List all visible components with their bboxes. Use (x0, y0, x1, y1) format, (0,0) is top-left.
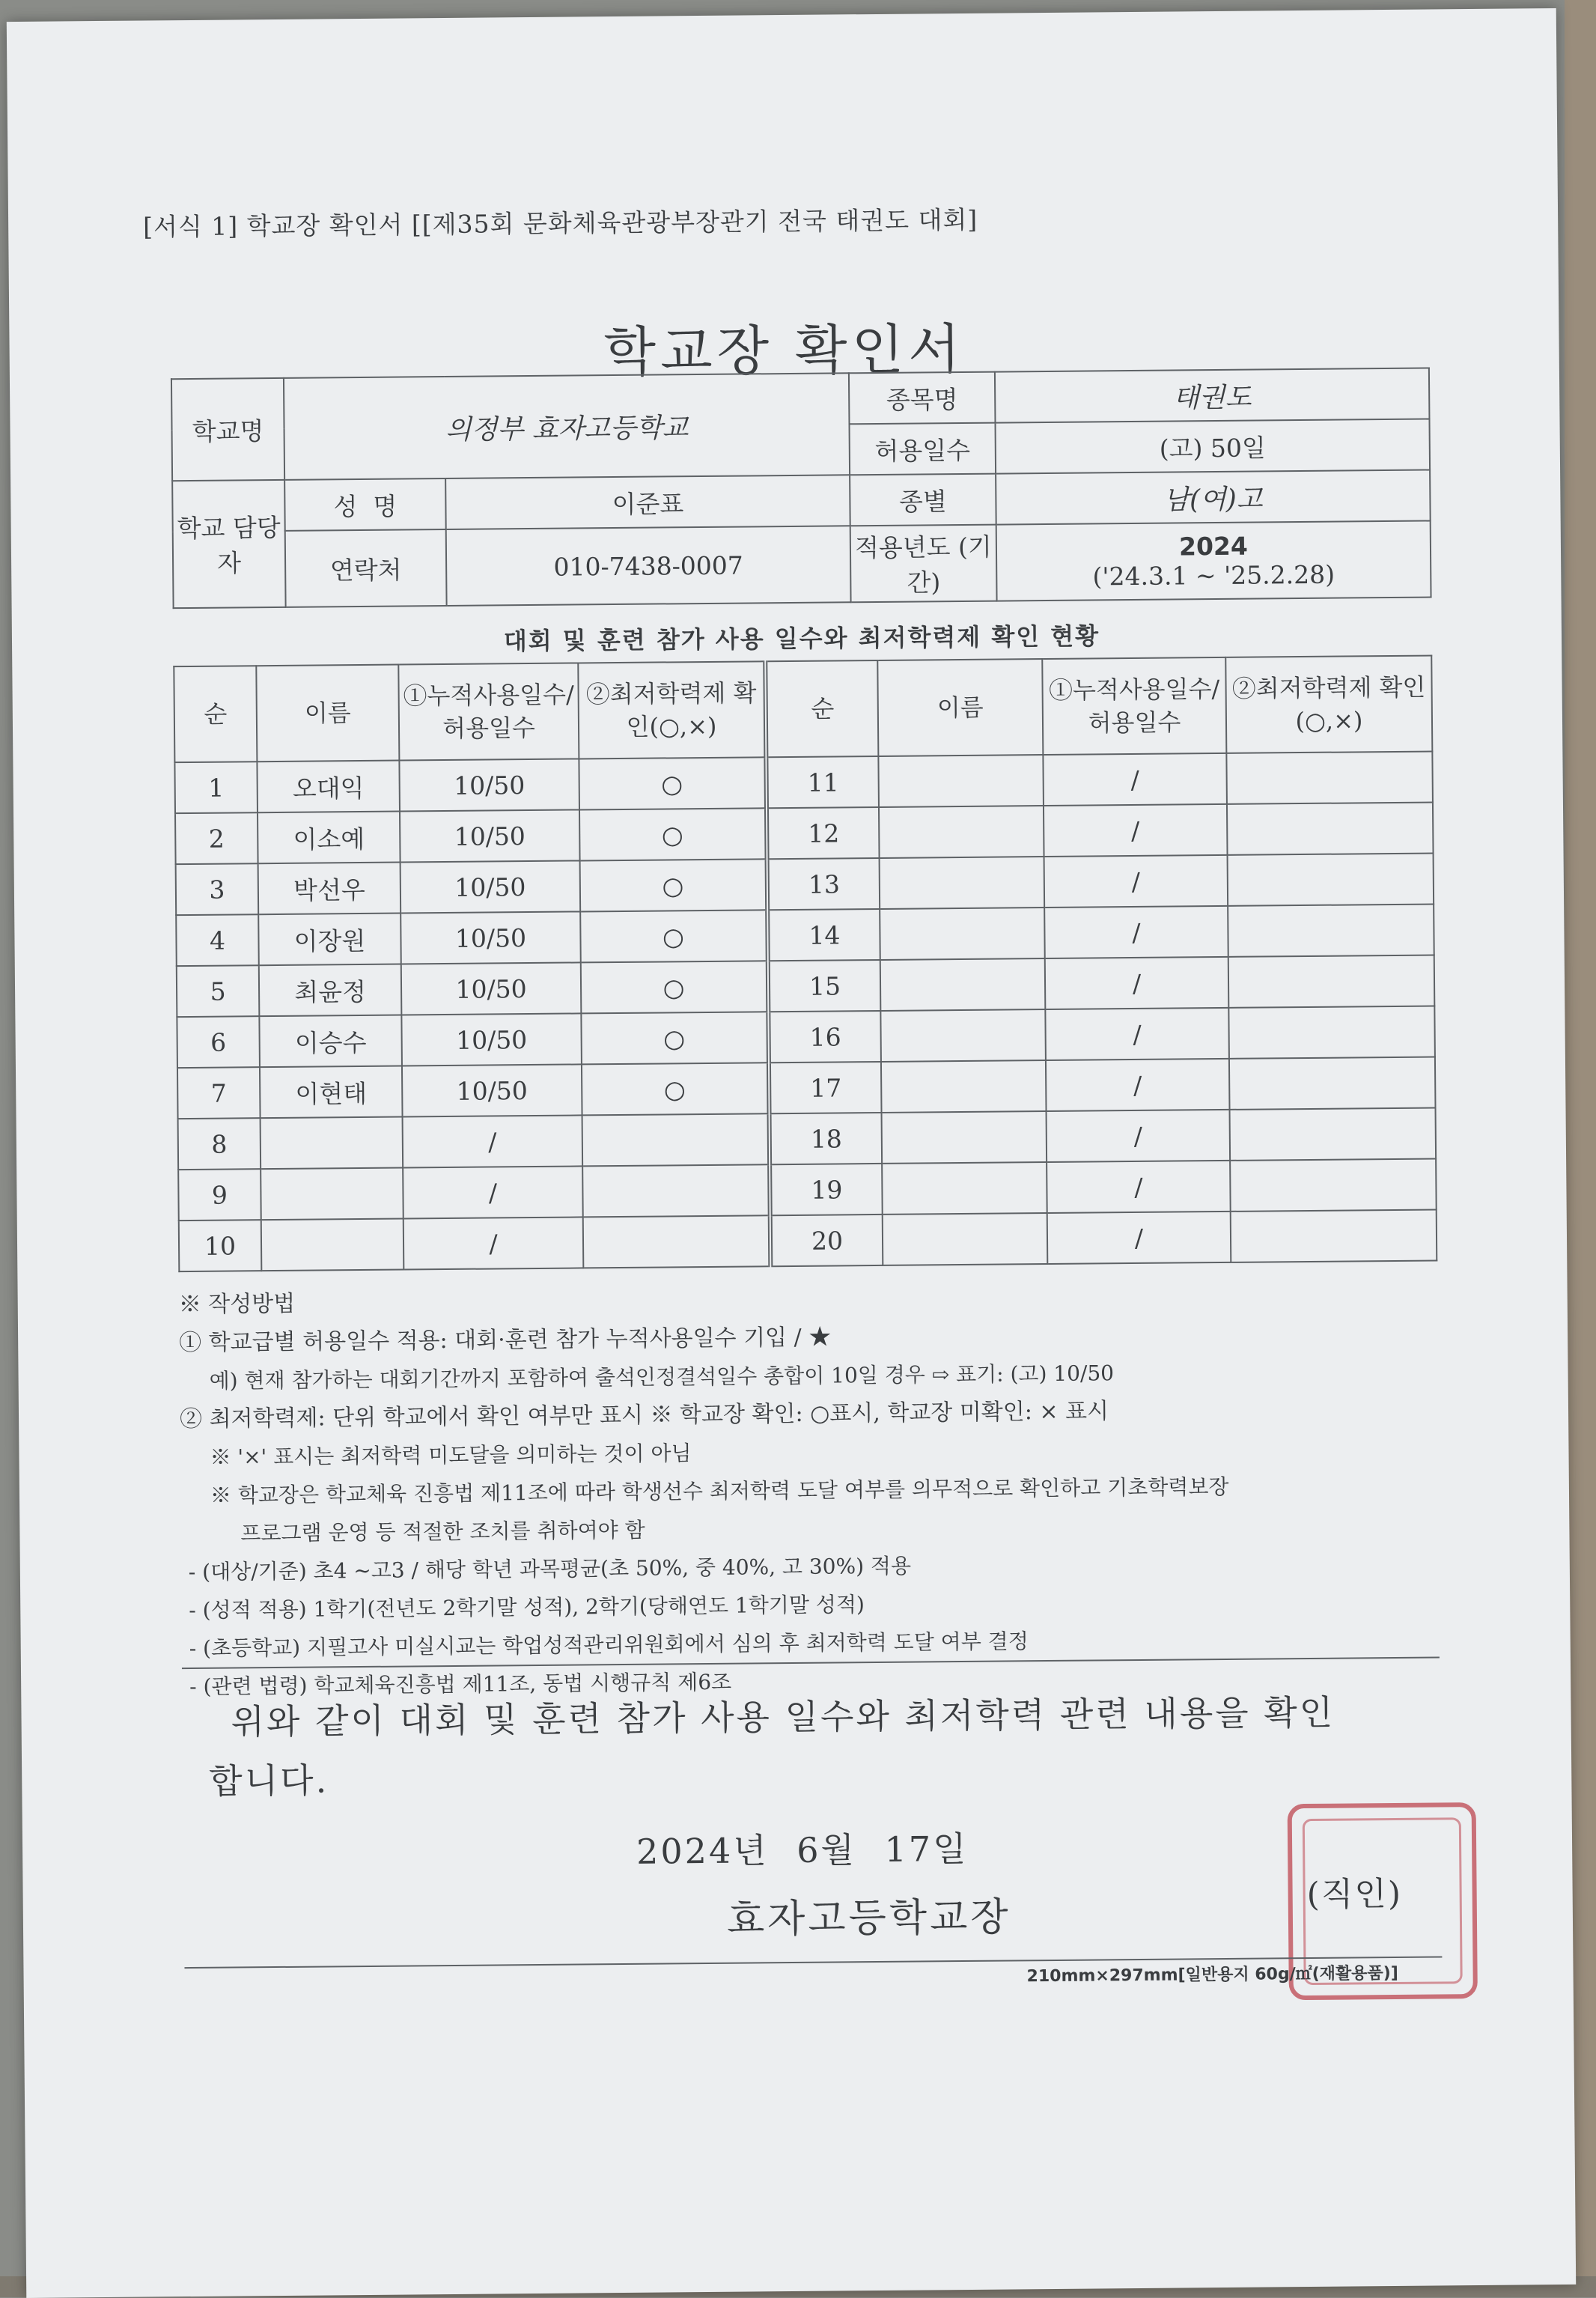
row-check: ○ (582, 1063, 770, 1115)
row-check: ○ (581, 1012, 769, 1064)
row-check: ○ (580, 859, 768, 911)
header-check: ②최저학력제 확인(○,×) (1225, 656, 1432, 753)
note-dash-1: - (대상/기준) 초4 ~고3 / 해당 학년 과목평균(초 50%, 중 40%, 고 30%) 적용 (188, 1553, 912, 1585)
row-no: 19 (770, 1164, 883, 1215)
row-no: 2 (175, 812, 258, 864)
row-days: / (403, 1217, 584, 1269)
header-check: ②최저학력제 확인(○,×) (578, 661, 766, 759)
seal-label: (직인) (1306, 1874, 1403, 1915)
row-days: 10/50 (400, 860, 581, 913)
row-no: 4 (176, 914, 259, 966)
row-check (1226, 752, 1433, 804)
row-no: 6 (177, 1016, 260, 1068)
year-cell (996, 521, 1431, 601)
row-no: 11 (766, 756, 879, 808)
row-days: / (1047, 1161, 1231, 1213)
row-name: 박선우 (258, 863, 401, 915)
row-no: 20 (770, 1215, 883, 1266)
header-days: ①누적사용일수/ 허용일수 (1042, 657, 1226, 755)
row-check (1230, 1107, 1437, 1160)
roster-title: 대회 및 훈련 참가 사용 일수와 최저학력제 확인 현황 (503, 621, 1100, 656)
note-2-b-cont: 프로그램 운영 등 적절한 조치를 취하여야 함 (240, 1517, 645, 1546)
row-no: 1 (174, 762, 258, 813)
period-value: ('24.3.1 ~ '25.2.28) (1092, 559, 1335, 592)
page-title: 학교장 확인서 (603, 317, 966, 384)
row-days: / (1044, 804, 1228, 857)
row-days: / (1047, 1212, 1231, 1264)
row-days: / (1046, 1059, 1230, 1111)
row-no: 13 (767, 858, 880, 910)
manager-label: 학교 담당자 (172, 480, 285, 608)
row-days: 10/50 (402, 1064, 582, 1116)
row-check (1229, 1057, 1436, 1109)
row-check (1228, 1006, 1435, 1058)
roster-header-row (174, 656, 1432, 763)
note-2-a: ※ '×' 표시는 최저학력 미도달을 의미하는 것이 아님 (210, 1441, 692, 1470)
row-name (261, 1219, 404, 1271)
row-check (1228, 854, 1434, 906)
row-name (881, 1060, 1047, 1113)
row-no: 7 (177, 1067, 261, 1119)
row-no: 10 (179, 1220, 262, 1271)
row-no: 18 (770, 1113, 883, 1164)
row-days: 10/50 (400, 911, 581, 964)
notes-heading: ※ 작성방법 (178, 1290, 296, 1319)
header-name: 이름 (877, 659, 1043, 756)
row-name (883, 1213, 1048, 1265)
row-days: / (1045, 957, 1229, 1009)
gender-value: 남(여)고 (996, 470, 1431, 525)
row-days: / (1044, 855, 1228, 908)
row-name (261, 1117, 403, 1170)
row-no: 12 (767, 807, 880, 859)
row-check: ○ (579, 757, 767, 809)
year-label: 적용년도 (기간) (850, 525, 997, 603)
row-no: 17 (769, 1062, 882, 1113)
row-days: 10/50 (401, 1013, 582, 1066)
row-no: 16 (768, 1011, 881, 1063)
row-check (1227, 803, 1434, 855)
row-check: ○ (579, 808, 767, 860)
row-check: ○ (580, 910, 768, 962)
row-no: 14 (767, 909, 880, 961)
contact-value: 010-7438-0007 (446, 526, 851, 606)
row-check (583, 1215, 771, 1268)
row-name: 오대익 (257, 761, 400, 813)
row-days: / (1044, 906, 1228, 958)
row-no: 9 (178, 1169, 261, 1221)
paper-spec: 210mm×297mm[일반용지 60g/㎡(재활용품)] (1026, 1963, 1398, 1987)
confirm-text-line1: 위와 같이 대회 및 훈련 참가 사용 일수와 최저학력 관련 내용을 확인 (231, 1691, 1335, 1742)
school-info-table (171, 368, 1432, 610)
gender-label: 종별 (850, 474, 996, 526)
allowed-days-value: (고) 50일 (995, 419, 1430, 474)
instructions (179, 1274, 1455, 1706)
event-value: 태권도 (995, 368, 1430, 423)
note-2: ② 최저학력제: 단위 학교에서 확인 여부만 표시 ※ 학교장 확인: ○표시, 학교장 미확인: × 표시 (179, 1398, 1109, 1433)
row-name (880, 857, 1045, 909)
note-dash-2: - (성적 적용) 1학기(전년도 2학기말 성적), 2학기(당해연도 1학기말 성적) (189, 1592, 865, 1623)
school-value: 의정부 효자고등학교 (284, 373, 850, 480)
note-1-example: 예) 현재 참가하는 대회기간까지 포함하여 출석인정결석일수 총합이 10일 경우 ⇨ 표기: (고) 10/50 (209, 1361, 1115, 1393)
row-days: / (1047, 1110, 1231, 1162)
note-dash-3: - (초등학교) 지필고사 미실시교는 학업성적관리위원회에서 심의 후 최저학력 도달 여부 결정 (189, 1629, 1029, 1662)
row-check (582, 1164, 770, 1217)
note-1: ① 학교급별 허용일수 적용: 대회·훈련 참가 누적사용일수 기입 / ★ (179, 1324, 832, 1357)
row-name: 이장원 (258, 914, 401, 966)
row-check (582, 1113, 770, 1166)
roster-table (173, 655, 1437, 1273)
contact-label: 연락처 (285, 529, 447, 607)
row-name: 이현태 (260, 1066, 403, 1119)
school-label: 학교명 (171, 378, 284, 481)
row-name: 최윤정 (259, 964, 402, 1017)
note-2-b: ※ 학교장은 학교체육 진흥법 제11조에 따라 학생선수 최저학력 도달 여부를 의무적으로 확인하고 기초학력보장 (210, 1474, 1229, 1508)
name-value: 이준표 (445, 475, 850, 529)
event-label: 종목명 (849, 372, 996, 425)
header-days: ①누적사용일수/ 허용일수 (398, 663, 579, 760)
row-days: / (403, 1115, 583, 1167)
row-days: / (403, 1166, 583, 1218)
row-days: / (1043, 753, 1227, 806)
row-check (1231, 1209, 1437, 1262)
allowed-days-label: 허용일수 (850, 423, 996, 475)
row-no: 5 (177, 965, 260, 1017)
row-no: 8 (178, 1118, 261, 1170)
row-days: 10/50 (399, 759, 579, 811)
note-dash-4: - (관련 법령) 학교체육진흥법 제11조, 동법 시행규칙 제6조 (189, 1669, 732, 1700)
row-name (882, 1162, 1047, 1215)
row-name (878, 755, 1044, 807)
form-label: [서식 1] 학교장 확인서 [[제35회 문화체육관광부장관기 전국 태권도 대회] (143, 204, 978, 242)
row-name: 이소예 (258, 812, 400, 864)
row-days: / (1045, 1008, 1229, 1060)
row-name (261, 1168, 403, 1221)
row-check (1228, 955, 1435, 1007)
row-name: 이승수 (259, 1015, 402, 1068)
row-no: 3 (176, 863, 259, 915)
header-name: 이름 (256, 665, 399, 762)
row-name (880, 908, 1045, 960)
row-days: 10/50 (400, 809, 580, 862)
row-name (879, 806, 1044, 858)
year-value: 2024 (1178, 531, 1249, 562)
row-check: ○ (581, 961, 769, 1013)
issue-date: 2024년 6월 17일 (636, 1828, 969, 1872)
row-name (880, 958, 1046, 1011)
document-page (7, 8, 1576, 2298)
row-days: 10/50 (401, 962, 582, 1015)
table-row (179, 1209, 1437, 1271)
header-no: 순 (765, 660, 878, 757)
confirm-text-line2: 합니다. (209, 1760, 329, 1802)
principal-name: 효자고등학교장 (726, 1894, 1011, 1942)
name-label: 성 명 (284, 478, 446, 531)
row-check (1230, 1158, 1437, 1211)
header-no: 순 (174, 666, 257, 762)
row-no: 15 (768, 960, 881, 1012)
row-name (880, 1009, 1046, 1062)
row-check (1228, 904, 1434, 956)
row-name (882, 1111, 1047, 1164)
